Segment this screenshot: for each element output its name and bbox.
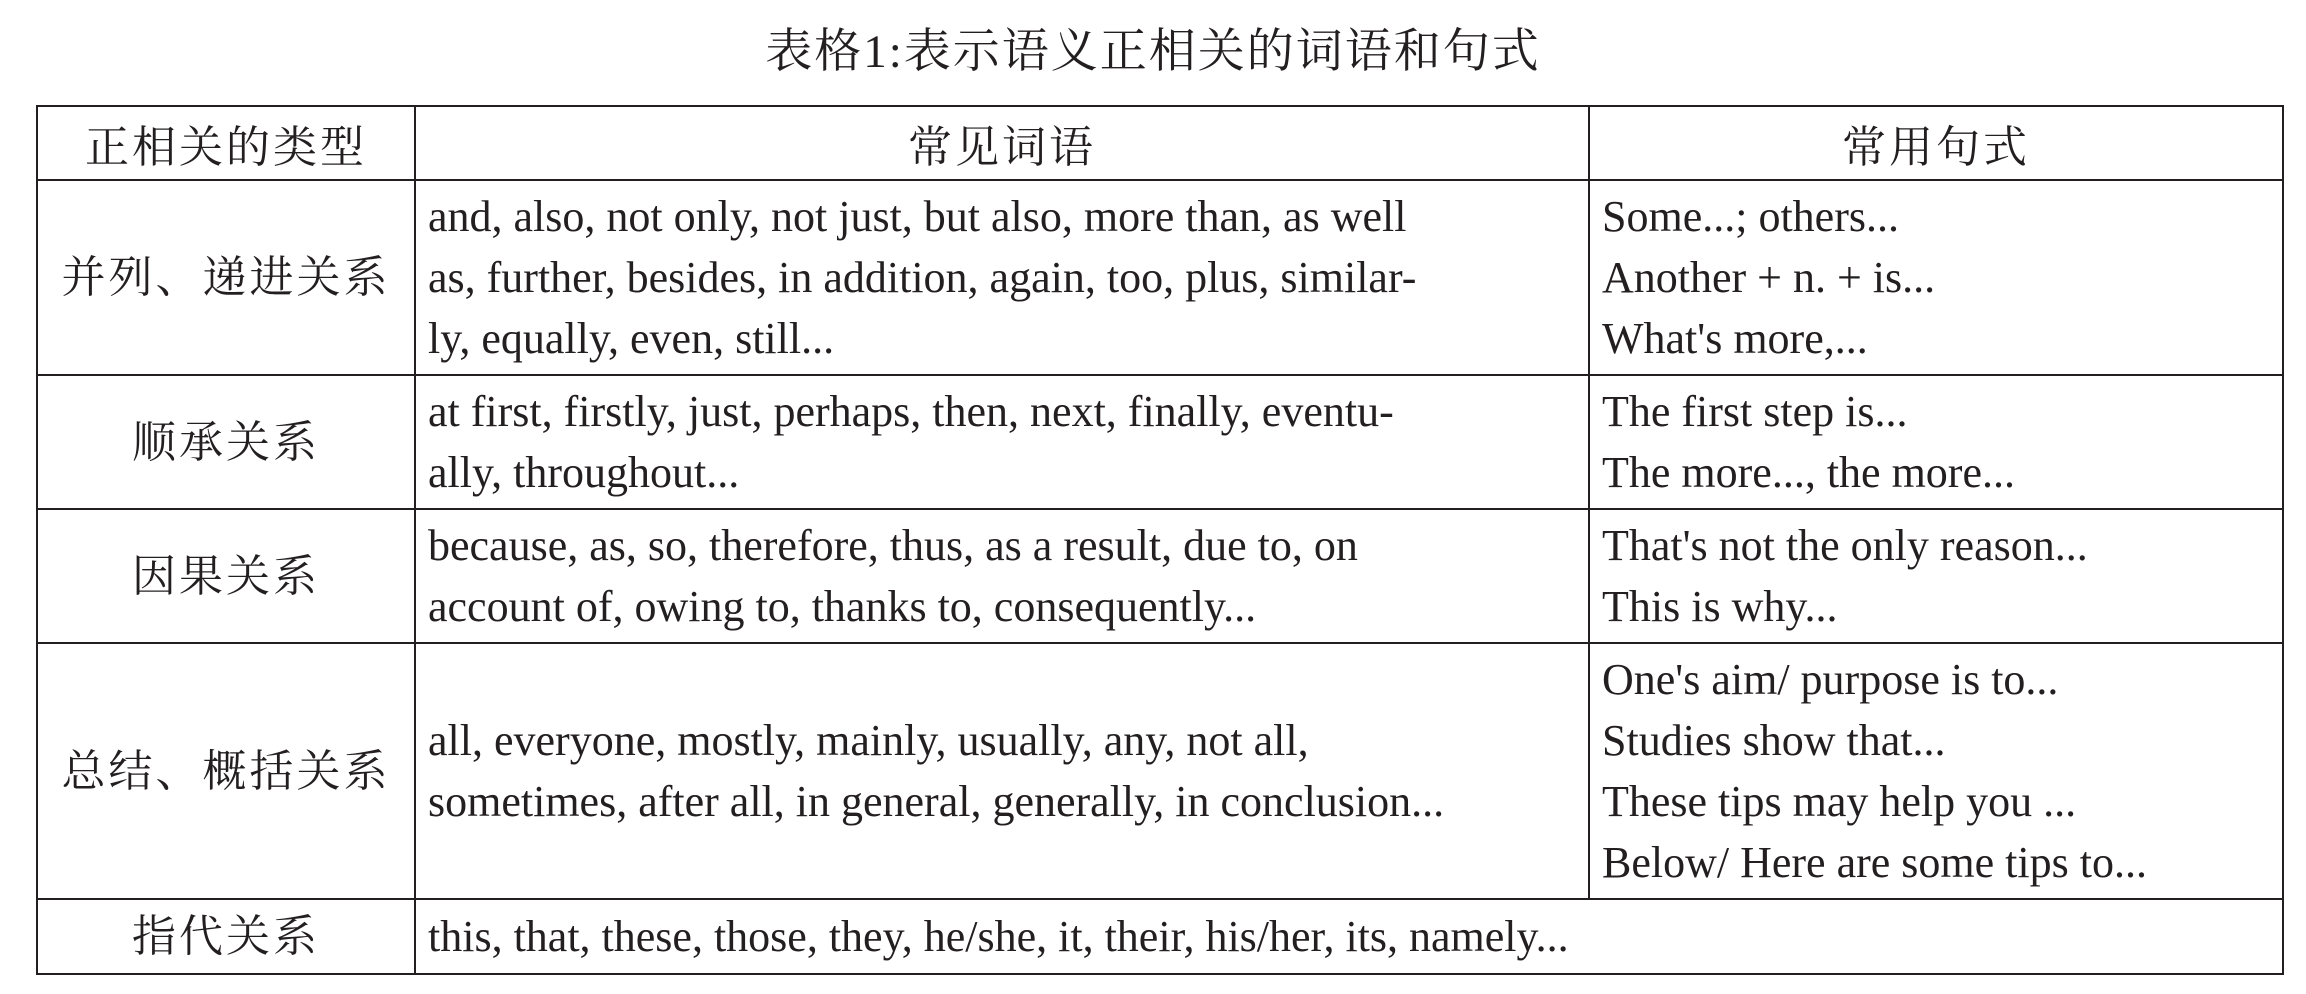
- words-line: account of, owing to, thanks to, consequently...: [428, 582, 1257, 631]
- pattern-line: What's more,...: [1602, 314, 1868, 363]
- words-cell: [415, 180, 1589, 375]
- words-line: ally, throughout...: [428, 448, 740, 497]
- type-cell: 总结、概括关系: [37, 643, 415, 899]
- words-line: because, as, so, therefore, thus, as a result, due to, on: [428, 521, 1358, 570]
- pattern-line: These tips may help you ...: [1602, 777, 2077, 826]
- type-cell: 并列、递进关系: [37, 180, 415, 375]
- header-type: 正相关的类型: [37, 106, 415, 180]
- patterns-cell: [1589, 180, 2283, 375]
- header-words: 常见词语: [415, 106, 1589, 180]
- table-row: [37, 180, 2283, 375]
- words-line: all, everyone, mostly, mainly, usually, any, not all,: [428, 716, 1309, 765]
- header-patterns: 常用句式: [1589, 106, 2283, 180]
- patterns-cell: [1589, 375, 2283, 509]
- patterns-cell: [1589, 643, 2283, 899]
- type-cell: 顺承关系: [37, 375, 415, 509]
- table-row: [37, 375, 2283, 509]
- table-row: [37, 509, 2283, 643]
- pattern-line: Some...; others...: [1602, 192, 1899, 241]
- table-row: [37, 899, 2283, 974]
- words-cell: [415, 375, 1589, 509]
- words-cell: [415, 643, 1589, 899]
- words-line: this, that, these, those, they, he/she, it, their, his/her, its, namely...: [428, 912, 1569, 961]
- words-line: and, also, not only, not just, but also, more than, as well: [428, 192, 1407, 241]
- words-line: ly, equally, even, still...: [428, 314, 835, 363]
- pattern-line: That's not the only reason...: [1602, 521, 2088, 570]
- pattern-line: Another + n. + is...: [1602, 253, 1936, 302]
- pattern-line: Studies show that...: [1602, 716, 1946, 765]
- words-cell: [415, 509, 1589, 643]
- type-cell: 因果关系: [37, 509, 415, 643]
- type-cell: 指代关系: [37, 899, 415, 974]
- words-line: sometimes, after all, in general, generally, in conclusion...: [428, 777, 1445, 826]
- pattern-line: One's aim/ purpose is to...: [1602, 655, 2059, 704]
- pattern-line: This is why...: [1602, 582, 1838, 631]
- words-line: at first, firstly, just, perhaps, then, next, finally, eventu-: [428, 387, 1394, 436]
- table-caption: 表格1:表示语义正相关的词语和句式: [765, 26, 1541, 78]
- words-cell: [415, 899, 2283, 974]
- table-row: [37, 643, 2283, 899]
- patterns-cell: [1589, 509, 2283, 643]
- pattern-line: Below/ Here are some tips to...: [1602, 838, 2147, 887]
- header-row: [37, 106, 2283, 180]
- words-line: as, further, besides, in addition, again, too, plus, similar-: [428, 253, 1417, 302]
- pattern-line: The first step is...: [1602, 387, 1908, 436]
- pattern-line: The more..., the more...: [1602, 448, 2015, 497]
- correlation-table: [36, 105, 2284, 975]
